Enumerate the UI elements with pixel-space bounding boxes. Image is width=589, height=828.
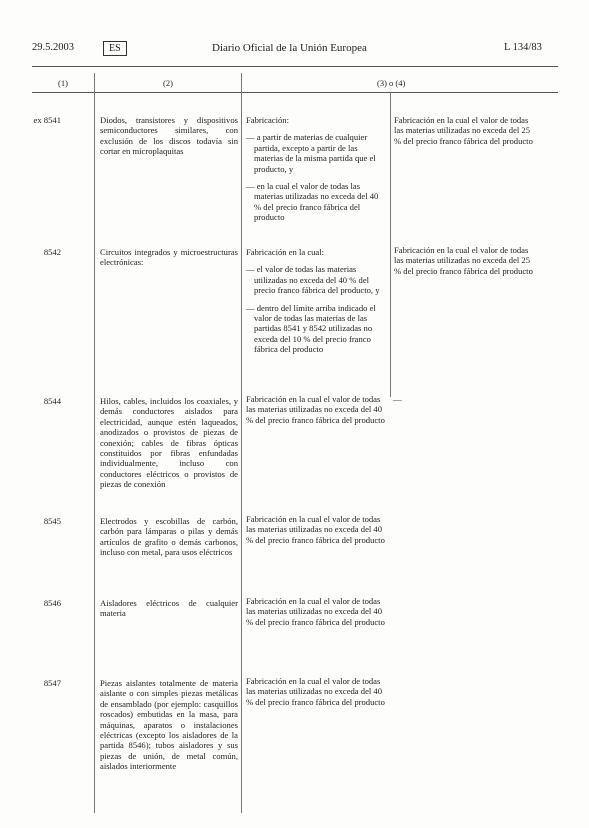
row-rule-col4: Fabricación en la cual el valor de todas las materias utilizadas no exceda del 25 % del precio franco fábrica del producto (394, 115, 533, 146)
row-rule-col3 (246, 247, 387, 362)
row-rule-col3: Fabricación en la cual el valor de todas las materias utilizadas no exceda del 40 % del precio franco fábrica del producto (246, 394, 385, 425)
row-code: 8544 (43, 396, 61, 406)
table-top-rule (32, 66, 558, 67)
row-description: Hilos, cables, incluidos los coaxiales, y demás conductores aislados para electricidad, aunque estén laqueados, anodizados o provistos de piezas de conexión; cables de fibras ópticas constituidos por fibras enfundadas individualmente, incluso con conductores eléctricos o provistos de piezas de conexión (100, 396, 238, 490)
row-rule-col4: Fabricación en la cual el valor de todas las materias utilizadas no exceda del 25 % del precio franco fábrica del producto (394, 245, 533, 276)
row-description: Piezas aislantes totalmente de materia aislante o con simples piezas metálicas de ensamblado (por ejemplo: casquillos roscados) embutidas en la masa, para máquinas, aparatos o instalaciones eléctricas (excepto los aisladores de la partida 8546); tubos aisladores y sus piezas de unión, de metal común, aislados interiormente (100, 678, 238, 772)
journal-title: Diario Oficial de la Unión Europea (212, 42, 367, 54)
column-header-3: (3) o (4) (377, 78, 406, 88)
row-code: 8547 (43, 678, 61, 688)
language-badge: ES (103, 41, 127, 56)
column-divider-3 (390, 92, 391, 397)
publication-date: 29.5.2003 (32, 42, 74, 53)
row-rule-col3: Fabricación en la cual el valor de todas las materias utilizadas no exceda del 40 % del precio franco fábrica del producto (246, 514, 385, 545)
row-description: Aisladores eléctricos de cualquier materia (100, 598, 238, 619)
row-code: 8545 (43, 516, 61, 526)
column-divider-1 (94, 73, 95, 813)
row-code: 8542 (43, 247, 61, 257)
row-rule-col3: Fabricación en la cual el valor de todas las materias utilizadas no exceda del 40 % del precio franco fábrica del producto (246, 676, 385, 707)
column-header-2: (2) (163, 78, 173, 88)
rule-intro: Fabricación en la cual: (246, 247, 325, 257)
row-description: Diodos, transistores y dispositivos semiconductores similares, con exclusión de los discos todavía sin cortar en microplaquitas (100, 115, 238, 157)
row-description: Circuitos integrados y microestructuras electrónicas: (100, 247, 238, 268)
row-code: ex 8541 (33, 115, 61, 125)
row-description: Electrodos y escobillas de carbón, carbón para lámparas o pilas y demás artículos de grafito o demás carbonos, incluso con metal, para usos eléctricos (100, 516, 238, 558)
rule-item: — a partir de materias de cualquier partida, excepto a partir de las materias de la misma partida que el producto, y (246, 132, 376, 174)
rule-item: — en la cual el valor de todas las materias utilizadas no exceda del 40 % del precio franco fábrica del producto (246, 181, 379, 223)
page-reference: L 134/83 (504, 42, 542, 53)
row-rule-col4: — (393, 394, 402, 404)
row-code: 8546 (43, 598, 61, 608)
row-rule-col3: Fabricación en la cual el valor de todas las materias utilizadas no exceda del 40 % del precio franco fábrica del producto (246, 596, 385, 627)
rule-intro: Fabricación: (246, 115, 289, 125)
column-divider-2 (241, 73, 242, 813)
rule-item: — dentro del límite arriba indicado el valor de todas las materias de las partidas 8541 y 8542 utilizadas no exceda del 10 % del precio franco fábrica del producto (246, 302, 376, 355)
rule-item: — el valor de todas las materias utilizadas no exceda del 40 % del precio franco fábrica del producto, y (246, 264, 380, 296)
row-rule-col3 (246, 115, 387, 230)
table-header-rule (32, 92, 558, 93)
column-header-1: (1) (58, 78, 68, 88)
